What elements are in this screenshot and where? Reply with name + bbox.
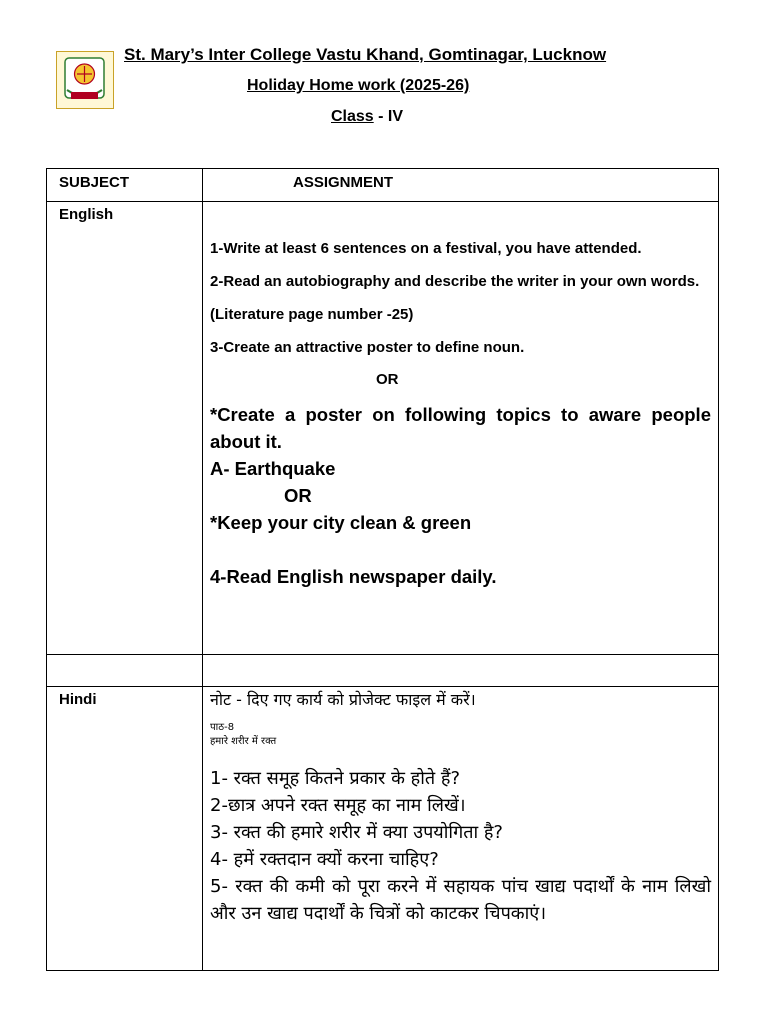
subject-column-header: SUBJECT xyxy=(59,174,130,191)
table-row-english xyxy=(47,202,719,655)
english-q3: 3-Create an attractive poster to define noun. xyxy=(210,339,525,356)
hindi-q1: 1- रक्त समूह कितने प्रकार के होते हैं? xyxy=(210,768,460,789)
homework-table xyxy=(46,168,719,971)
class-value: IV xyxy=(387,108,404,125)
english-or-1: OR xyxy=(376,371,399,388)
english-q2: 2-Read an autobiography and describe the writer in your own words. xyxy=(210,273,700,290)
class-separator: - xyxy=(373,108,388,125)
english-q2-note: (Literature page number -25) xyxy=(210,306,414,323)
english-q1: 1-Write at least 6 sentences on a festival, you have attended. xyxy=(210,240,642,257)
school-name: St. Mary’s Inter College Vastu Khand, Gomtinagar, Lucknow xyxy=(124,45,607,64)
english-or-2: OR xyxy=(284,485,312,506)
table-row-hindi xyxy=(47,687,719,971)
english-option-b: *Keep your city clean & green xyxy=(210,512,472,533)
table-header-row xyxy=(47,169,719,202)
hindi-chapter: पाठ-8 xyxy=(210,722,235,733)
subject-english: English xyxy=(59,206,114,223)
hindi-q2: 2-छात्र अपने रक्त समूह का नाम लिखें। xyxy=(210,795,466,816)
class-heading xyxy=(331,108,403,126)
hindi-q3: 3- रक्त की हमारे शरीर में क्या उपयोगिता है? xyxy=(210,822,503,843)
table-row-empty xyxy=(47,655,719,687)
assignment-column-header: ASSIGNMENT xyxy=(293,174,394,191)
school-crest-icon xyxy=(56,51,114,109)
subject-hindi: Hindi xyxy=(59,691,97,708)
english-q4: 4-Read English newspaper daily. xyxy=(210,566,497,587)
english-poster-line: *Create a poster on following topics to aware people about it. xyxy=(210,404,711,452)
hindi-q5: 5- रक्त की कमी को पूरा करने में सहायक पांच खाद्य पदार्थों के नाम लिखो और उन खाद्य पदार्थों के चित्रों को काटकर चिपकाएं। xyxy=(210,876,711,924)
hindi-note: नोट - दिए गए कार्य को प्रोजेक्ट फाइल में करें। xyxy=(210,690,476,709)
hindi-q4: 4- हमें रक्तदान क्यों करना चाहिए? xyxy=(210,849,439,870)
english-option-a: A- Earthquake xyxy=(210,458,336,479)
homework-title: Holiday Home work (2025-26) xyxy=(247,77,470,94)
hindi-chapter-title: हमारे शरीर में रक्त xyxy=(210,736,277,747)
class-label: Class xyxy=(331,108,374,125)
